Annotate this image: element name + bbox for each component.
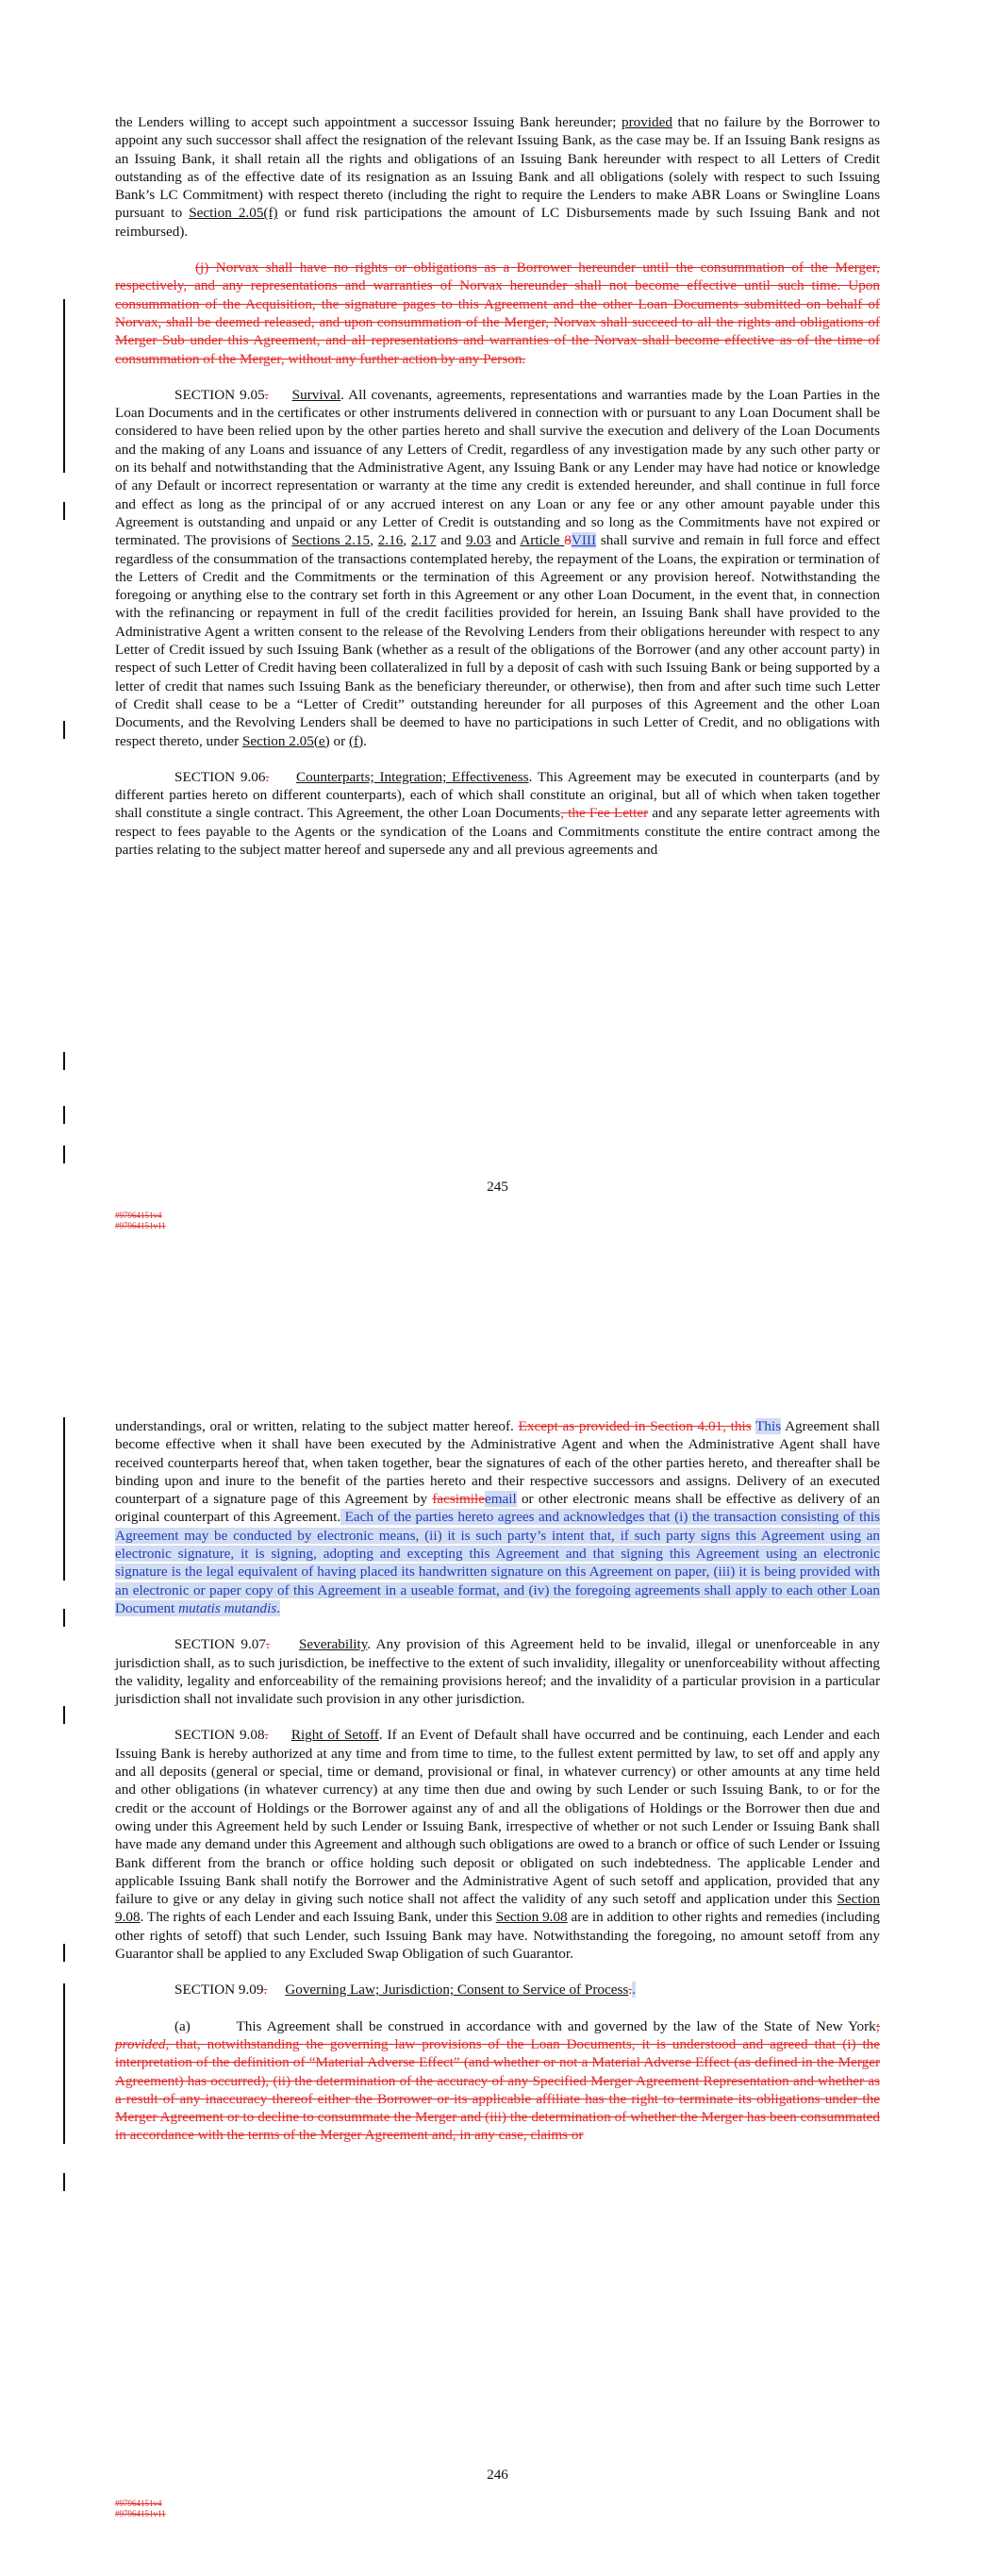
section-reference: 2.16	[377, 532, 404, 549]
text-run: . The rights of each Lender and each Issuing Bank, under this	[140, 1909, 496, 1926]
text-run-provided: provided	[621, 114, 672, 130]
section-reference: (f)	[348, 732, 364, 749]
document-id-footer	[115, 1211, 166, 1231]
section-title: Right of Setoff	[290, 1727, 379, 1744]
paragraph-j-deleted	[115, 259, 880, 368]
deleted-text: 8	[564, 532, 572, 549]
article-reference: Article	[520, 532, 565, 549]
paragraph-a-governing-law	[115, 2017, 880, 2145]
document-id-old: #97964151v4	[115, 1211, 162, 1220]
text-run: or	[329, 732, 349, 749]
section-9-06-continuation	[115, 1417, 880, 1617]
deleted-text: .	[265, 768, 270, 785]
deleted-text: ;	[875, 2017, 880, 2034]
deleted-text: .	[265, 1636, 270, 1653]
section-heading: SECTION 9.05	[174, 386, 265, 403]
text-run: This Agreement shall be construed in accordance with and governed by the law of the State of New York	[236, 2017, 876, 2034]
paragraph-label: (a)	[174, 2017, 191, 2034]
text-run: ,	[403, 532, 411, 549]
deleted-text: facsimile	[432, 1491, 485, 1508]
document-id-new: #97964151v11	[115, 1221, 166, 1230]
deleted-text: Except as provided in Section 4.01, this	[518, 1418, 752, 1434]
section-heading: SECTION 9.06	[174, 768, 266, 785]
section-reference: Section 2.05(e)	[241, 732, 330, 749]
text-run: or other electronic means shall be effective as delivery of an original counterpart of this Agreement.	[115, 1491, 880, 1526]
section-reference: Section 9.08	[495, 1909, 568, 1926]
section-reference: Section 9.08	[115, 1891, 880, 1926]
inserted-text: This	[755, 1418, 782, 1434]
section-9-09-governing-law	[115, 1981, 880, 1999]
deleted-text: .	[628, 1982, 633, 1999]
section-reference: Sections 2.15	[291, 532, 371, 549]
change-bar	[63, 502, 65, 520]
text-run: . This Agreement may be executed in counterparts (and by different parties hereto on different counterparts), each of which shall constitute an original, but all of which when taken together shall constitute a single contract. This Agreement, the other Loan Documents	[115, 768, 881, 822]
document-id-new: #97964151v11	[115, 2509, 166, 2518]
page-245-body	[115, 113, 880, 877]
change-bar	[63, 2173, 65, 2191]
text-run: or fund risk participations the amount of LC Disbursements made by such Issuing Bank and not reimbursed).	[115, 205, 880, 240]
change-bar	[63, 721, 65, 739]
section-reference: 2.17	[410, 532, 437, 549]
page-number: 245	[487, 1179, 508, 1195]
deleted-text-italic: provided	[115, 2035, 166, 2052]
text-run: ,	[370, 532, 378, 549]
change-bar	[63, 1052, 65, 1070]
document-id-footer	[115, 2499, 166, 2519]
section-title: Counterparts; Integration; Effectiveness	[296, 768, 529, 785]
text-run: and any separate letter agreements with respect to fees payable to the Agents or the syndication of the Loans and Commitments constitute the entire contract among the parties relating to the subject matter hereof and supersede any and all previous agreements and	[115, 805, 880, 858]
section-9-05-survival	[115, 386, 880, 750]
section-title: Governing Law; Jurisdiction; Consent to Service of Process	[285, 1982, 629, 1999]
change-bar	[63, 1609, 65, 1627]
deleted-text: (j) Norvax shall have no rights or obligations as a Borrower hereunder until the consummation of the Merger, respectively, and any representations and warranties of Norvax hereunder shall not become effective until such time. Upon consummation of the Acquisition, the signature pages to this Agreement and the other Loan Documents submitted on behalf of Norvax, shall be deemed released, and upon consummation of the Merger, Norvax shall succeed to all the rights and obligations of Merger Sub under this Agreement, and all representations and warranties of the Norvax shall become effective as of the time of consummation of the Merger, without any further action by any Person.	[115, 259, 880, 367]
text-run: the Lenders willing to accept such appointment a successor Issuing Bank hereunder;	[115, 114, 622, 130]
document-page-246	[0, 1288, 995, 2576]
section-9-06-counterparts	[115, 768, 880, 859]
change-bar	[63, 1944, 65, 1962]
deleted-text: , the Fee Letter	[560, 805, 649, 822]
inserted-text-italic: mutatis mutandis	[178, 1599, 277, 1616]
text-run: and	[436, 532, 467, 549]
text-run: . All covenants, agreements, representations and warranties made by the Loan Parties in the Loan Documents and in the certificates or other instruments delivered in connection with or pursuant to any Loan Document shall be considered to have been relied upon by the other parties hereto and shall survive the execution and delivery of the Loan Documents and the making of any Loans and issuance of any Letters of Credit, regardless of any investigation made by any such other party or on its behalf and notwithstanding that the Administrative Agent, any Issuing Bank or any Lender may have had notice or knowledge of any Default or incorrect representation or warranty at the time any credit is extended hereunder, and shall continue in full force and effect as long as the principal of or any accrued interest on any Loan or any fee or any other amount payable under this Agreement is outstanding and unpaid or any Letter of Credit is outstanding and so long as the Commitments have not expired or terminated. The provisions of	[115, 386, 880, 549]
inserted-text: .	[632, 1982, 636, 1999]
page-number: 246	[487, 2467, 508, 2483]
text-run: are in addition to other rights and remedies (including other rights of setoff) that such Lender, such Issuing Bank may have. Notwithstanding the foregoing, no amount setoff from any Guarantor shall be applied to any Excluded Swap Obligation of such Guarantor.	[115, 1909, 880, 1963]
page-246-body	[115, 1417, 880, 2163]
deleted-text: , that, notwithstanding the governing law provisions of the Loan Documents, it is understood and agreed that (i) the interpretation of the definition of “Material Adverse Effect” (and whether or not a Material Adverse Effect (as defined in the Merger Agreement) has occurred), (ii) the determination of the accuracy of any Specified Merger Agreement Representation and whether as a result of any inaccuracy thereof either the Borrower or its applicable affiliate has the right to terminate its obligations under the Merger Agreement or to decline to consummate the Merger and (iii) the determination of whether the Merger has been consummated in accordance with the terms of the Merger Agreement and, in any case, claims or	[115, 2035, 880, 2144]
section-heading: SECTION 9.09	[174, 1982, 264, 1999]
section-heading: SECTION 9.07	[174, 1636, 266, 1653]
section-heading: SECTION 9.08	[174, 1727, 265, 1744]
document-id-old: #97964151v4	[115, 2499, 162, 2508]
paragraph-issuing-bank-resignation	[115, 113, 880, 241]
change-bar	[63, 1146, 65, 1163]
section-reference: Section 2.05(f)	[189, 205, 278, 222]
change-bar	[63, 1706, 65, 1724]
section-9-07-severability	[115, 1635, 880, 1708]
text-run: and	[490, 532, 521, 549]
change-bar	[63, 299, 65, 473]
section-title: Severability	[298, 1636, 368, 1653]
inserted-text: .	[276, 1599, 281, 1616]
change-bar	[63, 1983, 65, 2144]
change-bar	[63, 1106, 65, 1124]
section-title: Survival	[291, 386, 341, 403]
change-bar	[63, 1417, 65, 1581]
section-reference: 9.03	[466, 532, 491, 549]
section-9-08-right-of-setoff	[115, 1726, 880, 1963]
inserted-text: Each of the parties hereto agrees and acknowledges that (i) the transaction consisting of this Agreement may be conducted by electronic means, (ii) it is such party’s intent that, if such party signs this Agreement using an electronic signature, it is signing, adopting and excepting this Agreement and that signing this Agreement using an electronic signature is the legal equivalent of having placed its handwritten signature on this Agreement on paper, (iii) it is being provided with an electronic or paper copy of this Agreement in a useable format, and (iv) the foregoing agreements shall apply to each other Loan Document	[115, 1509, 880, 1616]
text-run: . Any provision of this Agreement held to be invalid, illegal or unenforceable in any jurisdiction shall, as to such jurisdiction, be ineffective to the extent of such invalidity, illegality or unenforceability without affecting the validity, legality and enforceability of the remaining provisions hereof; and the invalidity of a particular provision in a particular jurisdiction shall not invalidate such provision in any other jurisdiction.	[115, 1636, 881, 1708]
deleted-text: .	[264, 1727, 269, 1744]
text-run: shall survive and remain in full force and effect regardless of the consummation of the transactions contemplated hereby, the repayment of the Loans, the expiration or termination of the Letters of Credit and the Commitments or the termination of this Agreement or any provision hereof. Notwithstanding the foregoing or anything else to the contrary set forth in this Agreement or any other Loan Document, in the event that, in connection with the refinancing or repayment in full of the credit facilities provided for herein, an Issuing Bank shall have provided to the Administrative Agent a written consent to the release of the Revolving Lenders from their obligations hereunder with respect to any Letter of Credit issued by such Issuing Bank (whether as a result of the obligations of the Borrower (and any other account party) in respect of such Letter of Credit having been collateralized in full by a deposit of cash with such Issuing Bank or being supported by a letter of credit that names such Issuing Bank as the beneficiary thereunder, or otherwise), then from and after such time such Letter of Credit shall cease to be a “Letter of Credit” outstanding hereunder for all purposes of this Agreement and the other Loan Documents, and the Revolving Lenders shall be deemed to have no participations in such Letter of Credit, and no obligations with respect thereto, under	[115, 532, 881, 749]
text-run: . If an Event of Default shall have occurred and be continuing, each Lender and each Issuing Bank is hereby authorized at any time and from time to time, to the fullest extent permitted by law, to set off and apply any and all deposits (general or special, time or demand, provisional or final, in whatever currency) or other amounts at any time held and other obligations (in whatever currency) at any time then due and owing by such Lender or such Issuing Bank, to or for the credit or the account of Holdings or the Borrower against any of and all the obligations of Holdings or the Borrower then due and owing under this Agreement held by such Lender or Issuing Bank, irrespective of whether or not such Lender or Issuing Bank shall have made any demand under this Agreement and although such obligations are owed to a branch or office of such Lender or Issuing Bank different from the branch or office holding such deposit or obligated on such indebtedness. The applicable Lender and applicable Issuing Bank shall notify the Borrower and the Administrative Agent of such setoff and application, provided that any failure to give or any delay in giving such notice shall not affect the validity of any such setoff and application under this	[115, 1727, 880, 1908]
inserted-text: VIII	[571, 532, 597, 549]
deleted-text: .	[263, 1982, 268, 1999]
text-run: that no failure by the Borrower to appoint any such successor shall affect the resignation of the relevant Issuing Bank, as the case may be. If an Issuing Bank resigns as an Issuing Bank, it shall retain all the rights and obligations of an Issuing Bank hereunder with respect to all Letters of Credit outstanding as of the effective date of its resignation as an Issuing Bank and all obligations (solely with respect to such Issuing Bank’s LC Commitment) with respect thereto (including the right to require the Lenders to make ABR Loans or Swingline Loans pursuant to	[115, 114, 880, 222]
text-run: .	[363, 732, 367, 749]
text-run: Agreement shall become effective when it shall have been executed by the Administrative Agent and when the Administrative Agent shall have received counterparts hereof that, when taken together, bear the signatures of each of the other parties hereto, and thereafter shall be binding upon and inure to the benefit of the parties hereto and their respective successors and assigns. Delivery of an executed counterpart of a signature page of this Agreement by	[115, 1418, 880, 1508]
inserted-text: email	[485, 1491, 517, 1508]
text-run: understandings, oral or written, relating to the subject matter hereof.	[115, 1418, 519, 1434]
deleted-text: .	[264, 386, 269, 403]
